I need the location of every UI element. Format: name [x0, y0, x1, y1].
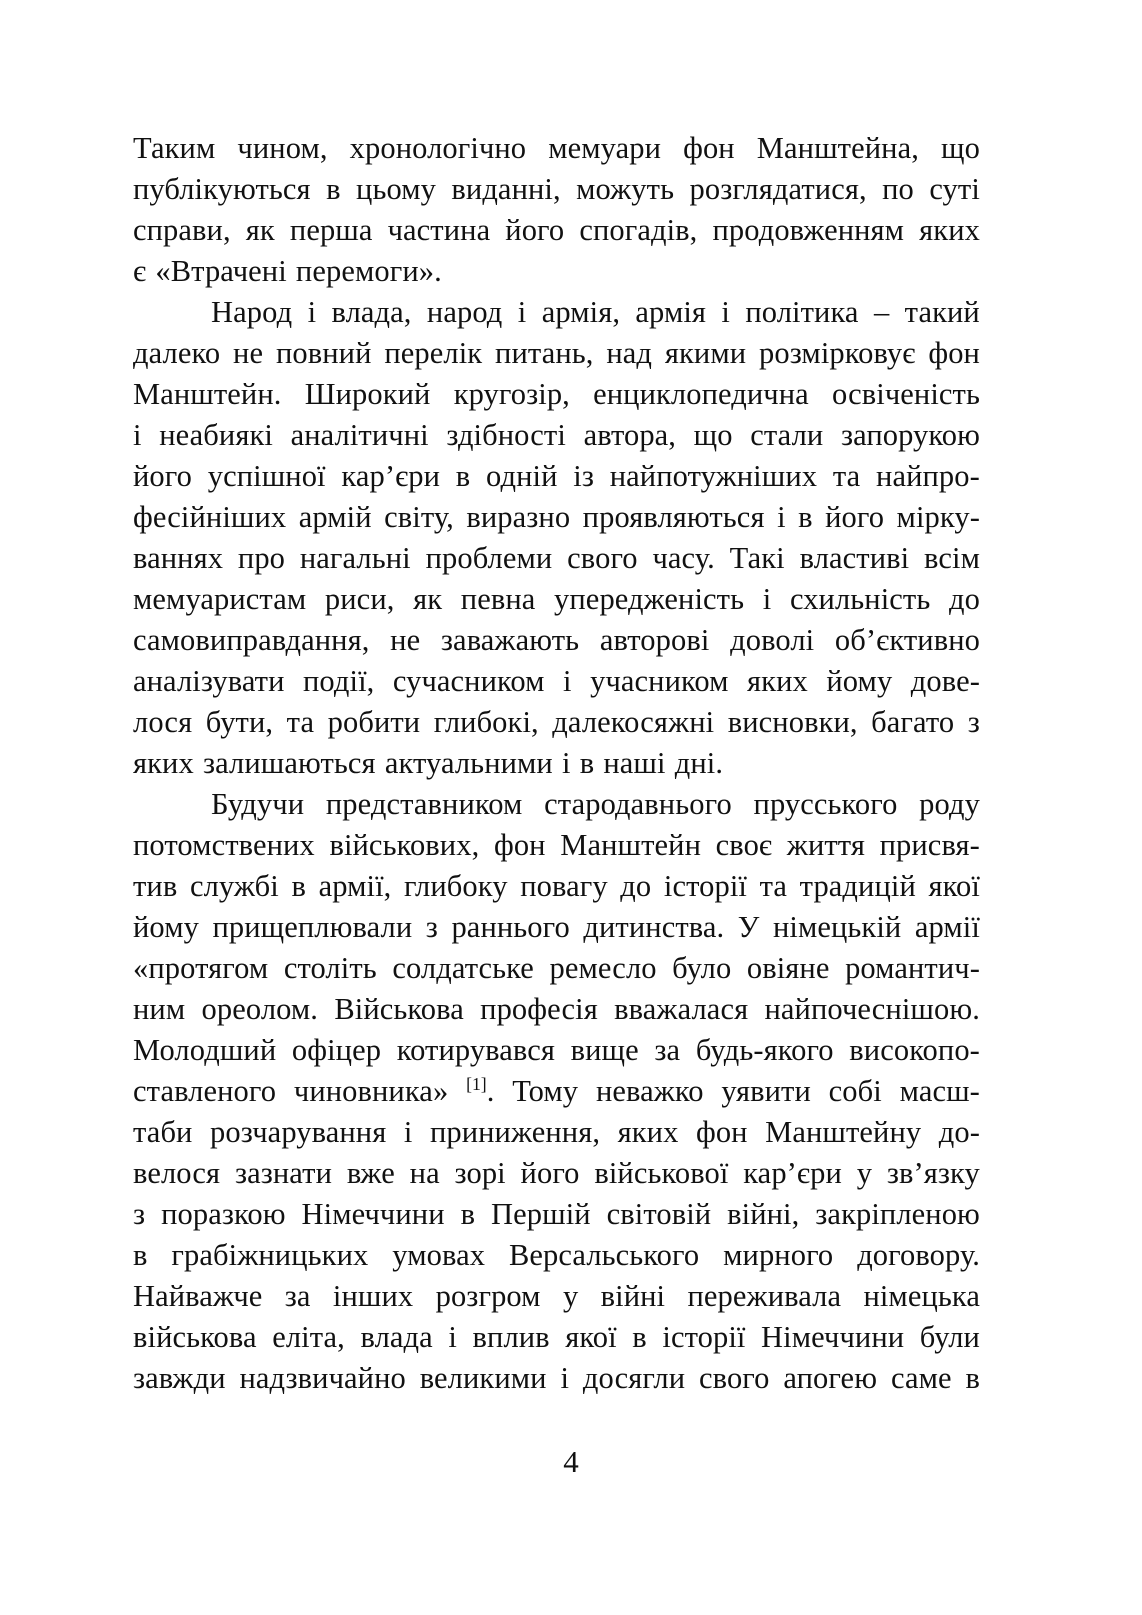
word: –	[873, 295, 890, 329]
word: традицій	[799, 869, 916, 903]
word: і	[133, 418, 142, 452]
word: апогею	[783, 1361, 878, 1395]
word: в	[798, 500, 813, 534]
word: ставленого	[133, 1074, 277, 1108]
word: в	[291, 869, 306, 903]
word: фон	[683, 131, 735, 165]
word: цьому	[356, 172, 436, 206]
text-line	[133, 1112, 980, 1153]
word: Версальського	[508, 1238, 700, 1272]
word: і	[562, 746, 571, 780]
word: ним	[133, 992, 186, 1026]
word: запорукою	[840, 418, 980, 452]
word: бути,	[205, 705, 274, 739]
word: влада,	[331, 295, 412, 329]
word: авторові	[599, 623, 710, 657]
word: риси,	[324, 582, 395, 616]
word: освіченість	[832, 377, 980, 411]
word: Німеччини	[301, 1197, 445, 1231]
text-line	[133, 1358, 980, 1399]
word: всім	[924, 541, 980, 575]
word: було	[672, 951, 732, 985]
word: будь-якого	[695, 1033, 834, 1067]
word: світу,	[384, 500, 454, 534]
word: Найважче	[133, 1279, 263, 1313]
text-line	[133, 210, 980, 251]
text-line	[133, 989, 980, 1030]
word: досягли	[582, 1361, 686, 1395]
word: Першій	[491, 1197, 591, 1231]
word: вище	[570, 1033, 639, 1067]
word: продовженням	[712, 213, 905, 247]
text-line	[133, 1317, 980, 1358]
word: у	[562, 1279, 579, 1313]
word: службі	[189, 869, 279, 903]
text-line	[133, 415, 980, 456]
word: Широкий	[304, 377, 431, 411]
word: кругозір,	[453, 377, 570, 411]
word: Тому	[512, 1074, 579, 1108]
word: прусського	[753, 787, 898, 821]
word: автора,	[583, 418, 677, 452]
word: найпро-	[876, 459, 980, 493]
word: фесійніших	[133, 500, 287, 534]
word: і	[777, 500, 786, 534]
word: що	[941, 131, 980, 165]
word: його	[133, 459, 192, 493]
word: війні,	[727, 1197, 800, 1231]
text-line	[133, 169, 980, 210]
word: в	[133, 1238, 148, 1272]
text-line	[133, 743, 980, 784]
text-line	[133, 1276, 980, 1317]
word: перша	[289, 213, 373, 247]
word: свого	[699, 1361, 770, 1395]
text-line	[133, 1030, 980, 1071]
word: війні	[600, 1279, 666, 1313]
word: зв’язку	[886, 1156, 980, 1190]
word: самовиправдання,	[133, 623, 370, 657]
word: еліта,	[272, 1320, 345, 1354]
word: поразкою	[161, 1197, 286, 1231]
word: питань,	[495, 336, 594, 370]
word: яких	[617, 1115, 679, 1149]
text-line	[133, 128, 980, 169]
word: і	[448, 1320, 457, 1354]
word: в	[455, 459, 471, 493]
text-line	[133, 948, 980, 989]
word: неважко	[595, 1074, 704, 1108]
word: є	[133, 254, 147, 288]
word: дитинства.	[583, 910, 725, 944]
text-line	[133, 292, 980, 333]
text-line	[133, 1153, 980, 1194]
word: військової	[594, 1156, 729, 1190]
word: аналізувати	[133, 664, 285, 698]
word: та	[286, 705, 315, 739]
text-line	[133, 907, 980, 948]
word: мірку-	[896, 500, 980, 534]
word: саме	[890, 1361, 952, 1395]
word: проявляються	[582, 500, 765, 534]
word: певна	[460, 582, 536, 616]
word: професія	[480, 992, 598, 1026]
word: кар’єри	[341, 459, 441, 493]
word: Молодший	[133, 1033, 277, 1067]
word: дні.	[674, 746, 724, 780]
word: історії	[662, 1320, 746, 1354]
word: яких	[919, 213, 980, 247]
word: перемоги».	[295, 254, 442, 288]
word: надзвичайно	[239, 1361, 406, 1395]
word: Німеччини	[761, 1320, 905, 1354]
word: заважають	[440, 623, 580, 657]
word: одній	[486, 459, 558, 493]
word: в	[460, 1197, 476, 1231]
word: робити	[327, 705, 421, 739]
text-line	[133, 579, 980, 620]
word: стали	[750, 418, 824, 452]
word: до	[949, 582, 980, 616]
word: Манштейн	[560, 828, 702, 862]
text-line	[133, 620, 980, 661]
word: і	[762, 582, 772, 616]
word: в	[965, 1361, 980, 1395]
text-line	[133, 866, 980, 907]
word: зорі	[454, 1156, 506, 1190]
word: завжди	[133, 1361, 226, 1395]
word: виданні,	[451, 172, 561, 206]
word: із	[573, 459, 595, 493]
text-line	[133, 784, 980, 825]
word: романтич-	[845, 951, 980, 985]
word: не	[390, 623, 421, 657]
word: далекосяжні	[552, 705, 715, 739]
word: хронологічно	[349, 131, 527, 165]
word: Таким	[133, 131, 216, 165]
paragraph	[133, 292, 980, 784]
word: над	[606, 336, 653, 370]
word: «Втрачені	[155, 254, 287, 288]
word: мемуари	[548, 131, 662, 165]
word: армій	[298, 500, 372, 534]
word: тив	[133, 869, 178, 903]
text-line	[133, 1235, 980, 1276]
word: Манштейн.	[133, 377, 282, 411]
word: об’єктивно	[834, 623, 980, 657]
text-line	[133, 661, 980, 702]
word: неабиякі	[159, 418, 273, 452]
word: події,	[303, 664, 375, 698]
word: німецька	[863, 1279, 980, 1313]
word: з	[967, 705, 980, 739]
word: своє	[715, 828, 773, 862]
page-text-body	[133, 128, 980, 1399]
word: вже	[346, 1156, 395, 1190]
word: що	[693, 418, 733, 452]
word: схильність	[789, 582, 931, 616]
word: проблеми	[425, 541, 553, 575]
word: висновки,	[727, 705, 858, 739]
text-line	[133, 538, 980, 579]
word: його	[505, 213, 565, 247]
word: за	[654, 1033, 681, 1067]
word: століть	[283, 951, 377, 985]
word: кар’єри	[743, 1156, 842, 1190]
word: договору.	[857, 1238, 980, 1272]
word: в	[632, 1320, 647, 1354]
word: грабіжницьких	[171, 1238, 369, 1272]
text-line	[133, 497, 980, 538]
word: з	[425, 910, 438, 944]
word: мирного	[723, 1238, 834, 1272]
word: присвя-	[879, 828, 980, 862]
word: військова	[133, 1320, 257, 1354]
word: з	[133, 1197, 146, 1231]
word: публікуються	[133, 172, 311, 206]
word: якої	[565, 1320, 617, 1354]
word: переживала	[687, 1279, 842, 1313]
word: інших	[332, 1279, 414, 1313]
word: повагу	[520, 869, 608, 903]
word: життя	[786, 828, 865, 862]
word: сучасником	[392, 664, 545, 698]
word: раннього	[451, 910, 570, 944]
word: справи,	[133, 213, 231, 247]
text-line	[133, 374, 980, 415]
word: часу.	[652, 541, 715, 575]
text-line	[133, 702, 980, 743]
word: великими	[419, 1361, 547, 1395]
word: про	[237, 541, 286, 575]
word: політика	[745, 295, 859, 329]
word: як	[245, 213, 275, 247]
word: найпотужніших	[609, 459, 818, 493]
word: до-	[938, 1115, 980, 1149]
word: У	[737, 910, 760, 944]
word: розмірковує	[759, 336, 916, 370]
word: учасником	[590, 664, 729, 698]
word: [1].	[466, 1073, 495, 1108]
word: ремесло	[549, 951, 657, 985]
word: ваннях	[133, 541, 224, 575]
word: вважалася	[614, 992, 749, 1026]
word: Народ	[211, 295, 293, 329]
word: здібності	[446, 418, 566, 452]
word: як	[413, 582, 443, 616]
word: такий	[904, 295, 980, 329]
word: масш-	[899, 1074, 980, 1108]
word: дове-	[910, 664, 980, 698]
word: історії	[663, 869, 747, 903]
word: йому	[133, 910, 199, 944]
text-line	[133, 251, 980, 292]
word: залишаються	[202, 746, 376, 780]
word: і	[560, 1361, 570, 1395]
text-line	[133, 456, 980, 497]
word: якої	[928, 869, 980, 903]
word: виразно	[466, 500, 571, 534]
word: солдатське	[392, 951, 534, 985]
word: умовах	[392, 1238, 486, 1272]
word: фон	[695, 1115, 748, 1149]
word: народ	[426, 295, 503, 329]
word: і	[307, 295, 317, 329]
word: прищеплювали	[212, 910, 413, 944]
word: аналітичні	[290, 418, 429, 452]
word: до	[620, 869, 652, 903]
word: вплив	[472, 1320, 550, 1354]
text-line	[133, 1194, 980, 1235]
word: в	[326, 172, 341, 206]
word: на	[409, 1156, 440, 1190]
word: розглядатися,	[689, 172, 867, 206]
word: нагальні	[299, 541, 411, 575]
text-line	[133, 1071, 980, 1112]
word: і	[721, 295, 730, 329]
paragraph	[133, 128, 980, 292]
word: армії	[914, 910, 980, 944]
word: можуть	[576, 172, 675, 206]
word: у	[856, 1156, 873, 1190]
word: котирувався	[396, 1033, 555, 1067]
word: Манштейну	[765, 1115, 922, 1149]
word: Будучи	[211, 787, 305, 821]
word: суті	[929, 172, 980, 206]
word: офіцер	[291, 1033, 382, 1067]
word: та	[759, 869, 788, 903]
word: Манштейна,	[756, 131, 919, 165]
word: та	[832, 459, 861, 493]
word: доволі	[730, 623, 815, 657]
word: розгром	[435, 1279, 541, 1313]
word: ореолом.	[201, 992, 319, 1026]
word: зазнати	[234, 1156, 333, 1190]
word: овіяне	[746, 951, 830, 985]
word: свого	[567, 541, 638, 575]
word: актуальними	[384, 746, 553, 780]
word: були	[919, 1320, 980, 1354]
word: по	[882, 172, 914, 206]
word: багато	[871, 705, 955, 739]
word: представником	[325, 787, 523, 821]
word: повний	[275, 336, 372, 370]
word: властиві	[799, 541, 910, 575]
word: Такі	[729, 541, 785, 575]
word: чиновника»	[293, 1074, 449, 1108]
word: собі	[828, 1074, 882, 1108]
text-line	[133, 333, 980, 374]
word: розчарування	[210, 1115, 387, 1149]
word: влада	[360, 1320, 433, 1354]
word: успішної	[207, 459, 326, 493]
word: яких	[747, 664, 808, 698]
text-line	[133, 825, 980, 866]
word: глибоку	[404, 869, 508, 903]
word: велося	[133, 1156, 221, 1190]
word: таби	[133, 1115, 193, 1149]
word: його	[825, 500, 885, 534]
word: далеко	[133, 336, 221, 370]
word: яких	[133, 746, 194, 780]
word: спогадів,	[579, 213, 698, 247]
word: перелік	[384, 336, 483, 370]
word: Військова	[334, 992, 464, 1026]
word: лося	[133, 705, 193, 739]
word: армія	[635, 295, 707, 329]
word: фон	[928, 336, 980, 370]
word: «протягом	[133, 951, 269, 985]
word: чином,	[237, 131, 328, 165]
word: закріпленою	[815, 1197, 980, 1231]
word: армія,	[541, 295, 621, 329]
word: і	[403, 1115, 413, 1149]
word: військових,	[329, 828, 480, 862]
word: потомствених	[133, 828, 315, 862]
word: фон	[493, 828, 546, 862]
word: не	[233, 336, 264, 370]
word: світовій	[606, 1197, 712, 1231]
word: німецькій	[772, 910, 902, 944]
page-number: 4	[563, 1444, 579, 1479]
word: за	[284, 1279, 311, 1313]
word: глибокі,	[433, 705, 539, 739]
word: мемуаристам	[133, 582, 307, 616]
word: енциклопедична	[593, 377, 809, 411]
word: стародавнього	[544, 787, 732, 821]
word: якими	[664, 336, 747, 370]
word: роду	[919, 787, 980, 821]
paragraph	[133, 784, 980, 1399]
word: приниження,	[429, 1115, 601, 1149]
word: високопо-	[849, 1033, 980, 1067]
word: частина	[387, 213, 491, 247]
word: найпочеснішою.	[764, 992, 980, 1026]
word: і	[563, 664, 572, 698]
word: йому	[826, 664, 893, 698]
word: уявити	[721, 1074, 811, 1108]
word: наші	[603, 746, 666, 780]
word: і	[517, 295, 527, 329]
word: упередженість	[554, 582, 745, 616]
word: його	[520, 1156, 580, 1190]
word: армії,	[318, 869, 392, 903]
word: в	[579, 746, 595, 780]
footnote-reference[interactable]: [1]	[466, 1073, 487, 1094]
